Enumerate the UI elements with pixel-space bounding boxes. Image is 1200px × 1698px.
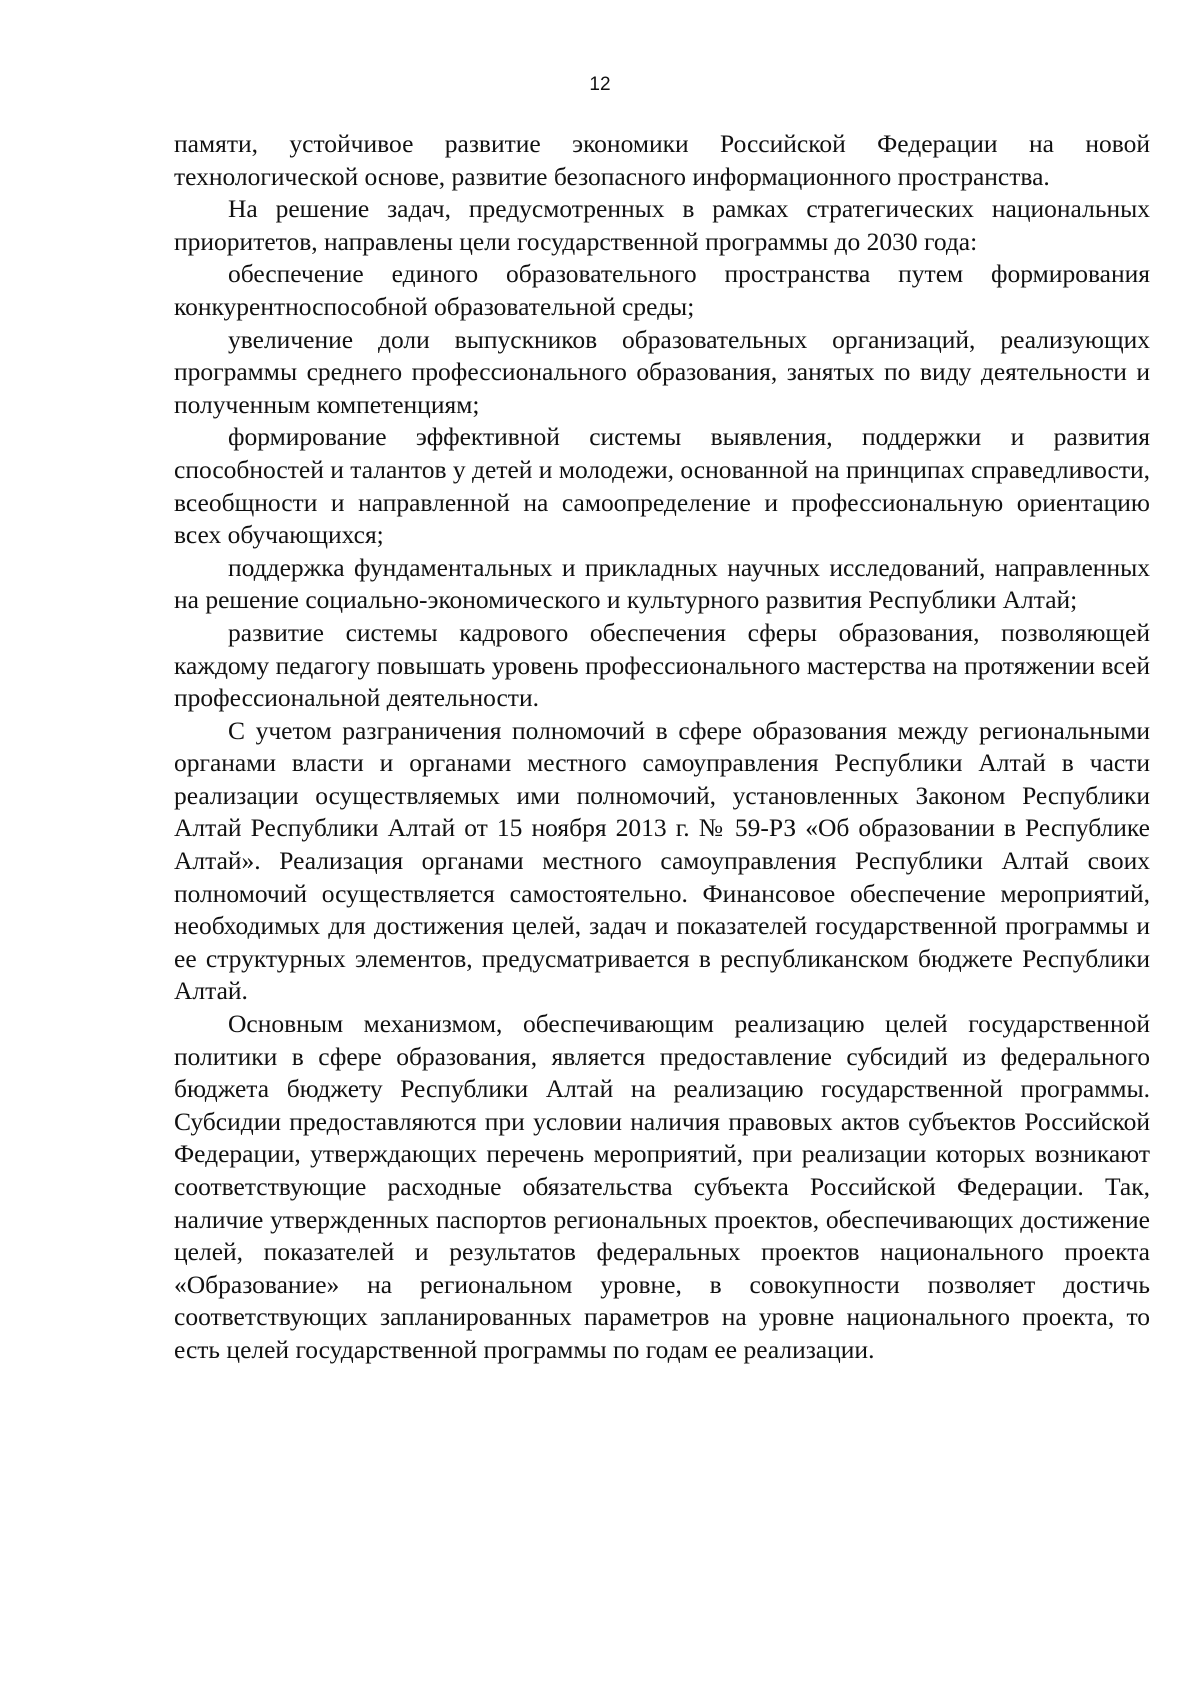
paragraph-goal-5: развитие системы кадрового обеспечения сферы образования, позволяющей каждому педагогу повышать уровень профессионального мастерства на протяжении всей профессиональной деятельности.: [174, 617, 1150, 713]
paragraph-powers: С учетом разграничения полномочий в сфере образования между региональными органами власти и органами местного самоуправления Республики Алтай в части реализации осуществляемых ими полномочий, установленных Законом Республики Алтай Республики Алтай от 15 ноября 2013 г. № 59-РЗ «Об образовании в Республике Алтай». Реализация органами местного самоуправления Республики Алтай своих полномочий осуществляется самостоятельно. Финансовое обеспечение мероприятий, необходимых для достижения целей, задач и показателей государственной программы и ее структурных элементов, предусматривается в республиканском бюджете Республики Алтай.: [174, 715, 1150, 1006]
paragraph-goal-2: увеличение доли выпускников образовательных организаций, реализующих программы среднего профессионального образования, занятых по виду деятельности и полученным компетенциям;: [174, 324, 1150, 419]
paragraph-mechanism: Основным механизмом, обеспечивающим реализацию целей государственной политики в сфере образования, является предоставление субсидий из федерального бюджета бюджету Республики Алтай на реализацию государственной программы. Субсидии предоставляются при условии наличия правовых актов субъектов Российской Федерации, утверждающих перечень мероприятий, при реализации которых возникают соответствующие расходные обязательства субъекта Российской Федерации. Так, наличие утвержденных паспортов региональных проектов, обеспечивающих достижение целей, показателей и результатов федеральных проектов национального проекта «Образование» на региональном уровне, в совокупности позволяет достичь соответствующих запланированных параметров на уровне национального проекта, то есть целей государственной программы по годам ее реализации.: [174, 1009, 1150, 1364]
paragraph-goal-4: поддержка фундаментальных и прикладных научных исследований, направленных на решение социально-экономического и культурного развития Республики Алтай;: [174, 552, 1150, 615]
document-body: [174, 128, 1150, 1367]
paragraph-continuation: памяти, устойчивое развитие экономики Российской Федерации на новой технологической основе, развитие безопасного информационного пространства.: [174, 129, 1150, 191]
paragraph-goal-1: обеспечение единого образовательного пространства путем формирования конкурентноспособной образовательной среды;: [174, 259, 1150, 321]
paragraph-goals-intro: На решение задач, предусмотренных в рамках стратегических национальных приоритетов, направлены цели государственной программы до 2030 года:: [174, 194, 1150, 256]
paragraph-goal-3: формирование эффективной системы выявления, поддержки и развития способностей и талантов у детей и молодежи, основанной на принципах справедливости, всеобщности и направленной на самоопределение и профессиональную ориентацию всех обучающихся;: [174, 422, 1151, 550]
page-number: 12: [589, 74, 611, 95]
